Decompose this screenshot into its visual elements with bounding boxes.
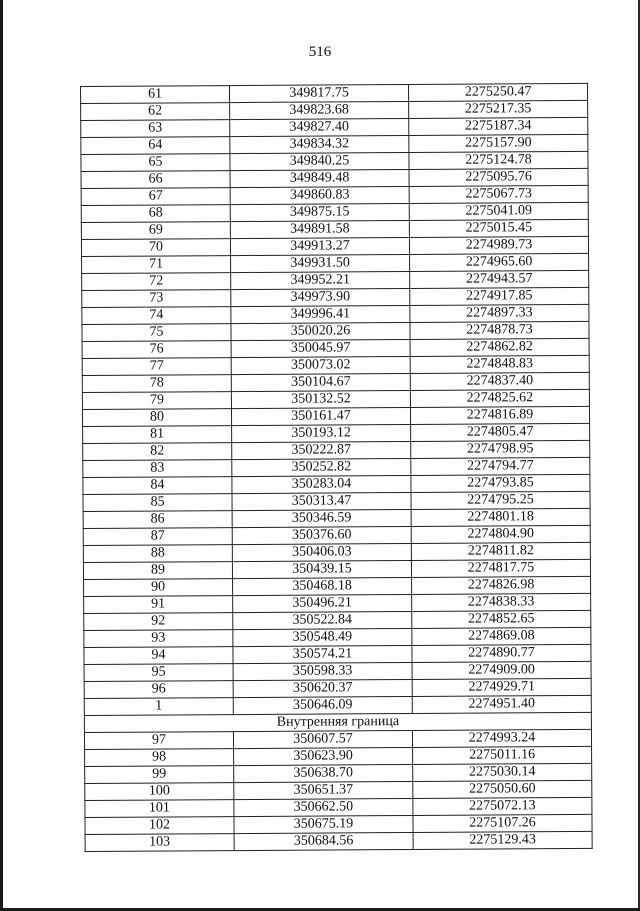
y-coordinate-cell: 2274793.85 xyxy=(411,474,590,492)
x-coordinate-cell: 350646.09 xyxy=(233,696,412,714)
y-coordinate-cell: 2275187.34 xyxy=(409,117,588,135)
x-coordinate-cell: 350020.26 xyxy=(231,322,410,340)
x-coordinate-cell: 350598.33 xyxy=(233,662,412,680)
y-coordinate-cell: 2275217.35 xyxy=(409,100,588,118)
y-coordinate-cell: 2275015.45 xyxy=(409,219,588,237)
point-number-cell: 67 xyxy=(81,188,230,206)
point-number-cell: 88 xyxy=(83,545,232,563)
x-coordinate-cell: 349973.90 xyxy=(231,288,410,306)
y-coordinate-cell: 2274794.77 xyxy=(411,457,590,475)
x-coordinate-cell: 350574.21 xyxy=(233,645,412,663)
point-number-cell: 83 xyxy=(83,460,232,478)
point-number-cell: 95 xyxy=(84,664,233,682)
y-coordinate-cell: 2275250.47 xyxy=(408,83,587,101)
point-number-cell: 97 xyxy=(84,732,233,750)
x-coordinate-cell: 350548.49 xyxy=(233,628,412,646)
point-number-cell: 64 xyxy=(81,137,230,155)
point-number-cell: 85 xyxy=(83,494,232,512)
y-coordinate-cell: 2274878.73 xyxy=(410,321,589,339)
x-coordinate-cell: 350620.37 xyxy=(233,679,412,697)
x-coordinate-cell: 349952.21 xyxy=(231,271,410,289)
point-number-cell: 94 xyxy=(84,647,233,665)
y-coordinate-cell: 2274890.77 xyxy=(412,644,591,662)
x-coordinate-cell: 350406.03 xyxy=(232,543,411,561)
x-coordinate-cell: 350045.97 xyxy=(231,339,410,357)
y-coordinate-cell: 2275095.76 xyxy=(409,168,588,186)
y-coordinate-cell: 2274801.18 xyxy=(411,508,590,526)
point-number-cell: 71 xyxy=(82,256,231,274)
y-coordinate-cell: 2275157.90 xyxy=(409,134,588,152)
point-number-cell: 1 xyxy=(84,698,233,716)
point-number-cell: 86 xyxy=(83,511,232,529)
point-number-cell: 87 xyxy=(83,528,232,546)
x-coordinate-cell: 350684.56 xyxy=(234,832,413,850)
point-number-cell: 89 xyxy=(83,562,232,580)
point-number-cell: 90 xyxy=(84,579,233,597)
y-coordinate-cell: 2275129.43 xyxy=(413,831,592,849)
x-coordinate-cell: 350104.67 xyxy=(231,373,410,391)
point-number-cell: 81 xyxy=(83,426,232,444)
point-number-cell: 91 xyxy=(84,596,233,614)
inner-boundary-rows xyxy=(84,729,592,851)
y-coordinate-cell: 2274862.82 xyxy=(410,338,589,356)
y-coordinate-cell: 2274838.33 xyxy=(412,593,591,611)
x-coordinate-cell: 349827.40 xyxy=(230,118,409,136)
point-number-cell: 61 xyxy=(81,86,230,104)
x-coordinate-cell: 350439.15 xyxy=(232,560,411,578)
x-coordinate-cell: 350675.19 xyxy=(234,815,413,833)
x-coordinate-cell: 350252.82 xyxy=(232,458,411,476)
point-number-cell: 80 xyxy=(82,409,231,427)
table-row xyxy=(85,831,592,851)
point-number-cell: 100 xyxy=(85,783,234,801)
y-coordinate-cell: 2274943.57 xyxy=(410,270,589,288)
y-coordinate-cell: 2275107.26 xyxy=(413,814,592,832)
x-coordinate-cell: 350073.02 xyxy=(231,356,410,374)
x-coordinate-cell: 349931.50 xyxy=(231,254,410,272)
x-coordinate-cell: 349996.41 xyxy=(231,305,410,323)
coordinates-table xyxy=(80,83,593,852)
point-number-cell: 93 xyxy=(84,630,233,648)
y-coordinate-cell: 2274837.40 xyxy=(410,372,589,390)
point-number-cell: 92 xyxy=(84,613,233,631)
x-coordinate-cell: 349860.83 xyxy=(230,186,409,204)
point-number-cell: 77 xyxy=(82,358,231,376)
x-coordinate-cell: 349823.68 xyxy=(230,101,409,119)
x-coordinate-cell: 350346.59 xyxy=(232,509,411,527)
x-coordinate-cell: 349891.58 xyxy=(230,220,409,238)
y-coordinate-cell: 2274951.40 xyxy=(412,695,591,713)
x-coordinate-cell: 350638.70 xyxy=(234,764,413,782)
point-number-cell: 78 xyxy=(82,375,231,393)
x-coordinate-cell: 350222.87 xyxy=(232,441,411,459)
x-coordinate-cell: 350522.84 xyxy=(233,611,412,629)
point-number-cell: 73 xyxy=(82,290,231,308)
x-coordinate-cell: 350283.04 xyxy=(232,475,411,493)
y-coordinate-cell: 2274897.33 xyxy=(410,304,589,322)
x-coordinate-cell: 350132.52 xyxy=(231,390,410,408)
x-coordinate-cell: 350607.57 xyxy=(233,730,412,748)
y-coordinate-cell: 2275072.13 xyxy=(413,797,592,815)
point-number-cell: 103 xyxy=(85,834,234,852)
y-coordinate-cell: 2274816.89 xyxy=(410,406,589,424)
y-coordinate-cell: 2274989.73 xyxy=(409,236,588,254)
point-number-cell: 75 xyxy=(82,324,231,342)
point-number-cell: 68 xyxy=(81,205,230,223)
y-coordinate-cell: 2274817.75 xyxy=(411,559,590,577)
y-coordinate-cell: 2274965.60 xyxy=(410,253,589,271)
point-number-cell: 74 xyxy=(82,307,231,325)
x-coordinate-cell: 350623.90 xyxy=(234,747,413,765)
x-coordinate-cell: 349834.32 xyxy=(230,135,409,153)
y-coordinate-cell: 2275067.73 xyxy=(409,185,588,203)
point-number-cell: 99 xyxy=(85,766,234,784)
x-coordinate-cell: 350313.47 xyxy=(232,492,411,510)
point-number-cell: 84 xyxy=(83,477,232,495)
x-coordinate-cell: 349875.15 xyxy=(230,203,409,221)
x-coordinate-cell: 350496.21 xyxy=(233,594,412,612)
section-label: Внутренняя граница xyxy=(84,712,591,732)
y-coordinate-cell: 2275041.09 xyxy=(409,202,588,220)
x-coordinate-cell: 349817.75 xyxy=(230,84,409,102)
point-number-cell: 63 xyxy=(81,120,230,138)
scan-edge-left xyxy=(0,0,3,911)
y-coordinate-cell: 2274805.47 xyxy=(411,423,590,441)
x-coordinate-cell: 350468.18 xyxy=(233,577,412,595)
point-number-cell: 82 xyxy=(83,443,232,461)
y-coordinate-cell: 2274825.62 xyxy=(410,389,589,407)
y-coordinate-cell: 2275011.16 xyxy=(413,746,592,764)
point-number-cell: 72 xyxy=(82,273,231,291)
x-coordinate-cell: 350376.60 xyxy=(232,526,411,544)
point-number-cell: 76 xyxy=(82,341,231,359)
x-coordinate-cell: 349840.25 xyxy=(230,152,409,170)
point-number-cell: 66 xyxy=(81,171,230,189)
y-coordinate-cell: 2274826.98 xyxy=(412,576,591,594)
point-number-cell: 79 xyxy=(82,392,231,410)
point-number-cell: 70 xyxy=(81,239,230,257)
y-coordinate-cell: 2274993.24 xyxy=(412,729,591,747)
page-number: 516 xyxy=(308,44,332,60)
y-coordinate-cell: 2274869.08 xyxy=(412,627,591,645)
y-coordinate-cell: 2274917.85 xyxy=(410,287,589,305)
y-coordinate-cell: 2274929.71 xyxy=(412,678,591,696)
y-coordinate-cell: 2274852.65 xyxy=(412,610,591,628)
y-coordinate-cell: 2274804.90 xyxy=(411,525,590,543)
y-coordinate-cell: 2274848.83 xyxy=(410,355,589,373)
point-number-cell: 65 xyxy=(81,154,230,172)
y-coordinate-cell: 2275030.14 xyxy=(413,763,592,781)
x-coordinate-cell: 349913.27 xyxy=(230,237,409,255)
y-coordinate-cell: 2274909.00 xyxy=(412,661,591,679)
x-coordinate-cell: 350662.50 xyxy=(234,798,413,816)
x-coordinate-cell: 350161.47 xyxy=(231,407,410,425)
y-coordinate-cell: 2275124.78 xyxy=(409,151,588,169)
outer-boundary-rows xyxy=(81,83,592,715)
x-coordinate-cell: 349849.48 xyxy=(230,169,409,187)
point-number-cell: 62 xyxy=(81,103,230,121)
y-coordinate-cell: 2274811.82 xyxy=(411,542,590,560)
x-coordinate-cell: 350651.37 xyxy=(234,781,413,799)
y-coordinate-cell: 2275050.60 xyxy=(413,780,592,798)
point-number-cell: 102 xyxy=(85,817,234,835)
point-number-cell: 101 xyxy=(85,800,234,818)
point-number-cell: 69 xyxy=(81,222,230,240)
point-number-cell: 98 xyxy=(85,749,234,767)
x-coordinate-cell: 350193.12 xyxy=(232,424,411,442)
y-coordinate-cell: 2274798.95 xyxy=(411,440,590,458)
y-coordinate-cell: 2274795.25 xyxy=(411,491,590,509)
point-number-cell: 96 xyxy=(84,681,233,699)
